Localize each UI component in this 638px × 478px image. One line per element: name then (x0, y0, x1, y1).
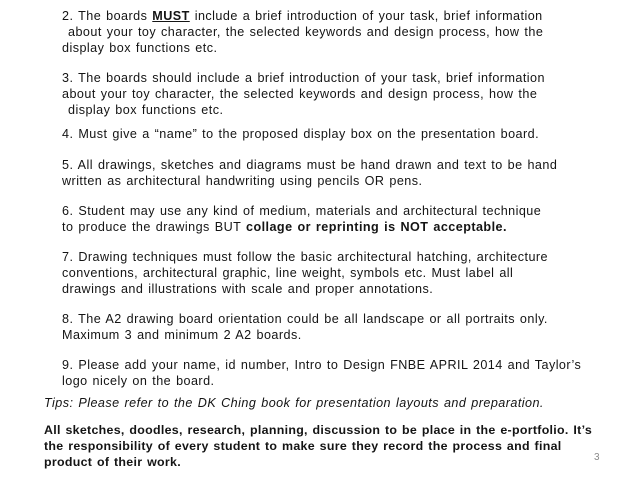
item-2-line-2: about your toy character, the selected keywords and design process, how the (68, 25, 544, 39)
footer-line-2: the responsibility of every student to make sure they record the process and final (44, 439, 562, 453)
item-5-line-2: written as architectural handwriting using pencils OR pens. (62, 174, 423, 188)
item-6-line-1: 6. Student may use any kind of medium, materials and architectural technique (62, 204, 542, 218)
item-9-line-2: logo nicely on the board. (62, 374, 215, 388)
item-7-line-1: 7. Drawing techniques must follow the basic architectural hatching, architecture (62, 250, 549, 264)
item-2-lead: 2. The boards (62, 9, 153, 23)
item-3-line-3: display box functions etc. (68, 103, 224, 117)
item-7-line-3: drawings and illustrations with scale and proper annotations. (62, 282, 434, 296)
item-3-line-2: about your toy character, the selected keywords and design process, how the (62, 87, 538, 101)
item-6-lead: to produce the drawings BUT (62, 220, 246, 234)
item-6-line-2 (62, 219, 507, 235)
item-2-rest: include a brief introduction of your task, brief information (189, 9, 543, 23)
footer-line-1: All sketches, doodles, research, planning, discussion to be place in the e-portfolio. It’s (44, 423, 593, 437)
item-9-line-1: 9. Please add your name, id number, Intro to Design FNBE APRIL 2014 and Taylor’s (62, 358, 582, 372)
item-4-line-1: 4. Must give a “name” to the proposed display box on the presentation board. (62, 127, 540, 141)
item-2-line-3: display box functions etc. (62, 41, 218, 55)
page-number: 3 (594, 452, 600, 463)
tips-line: Tips: Please refer to the DK Ching book for presentation layouts and preparation. (44, 396, 544, 410)
item-3-line-1: 3. The boards should include a brief introduction of your task, brief information (62, 71, 545, 85)
footer-line-3: product of their work. (44, 455, 181, 469)
item-5-line-1: 5. All drawings, sketches and diagrams must be hand drawn and text to be hand (62, 158, 558, 172)
must-emphasis: MUST (152, 9, 190, 23)
item-7-line-2: conventions, architectural graphic, line weight, symbols etc. Must label all (62, 266, 514, 280)
item-8-line-2: Maximum 3 and minimum 2 A2 boards. (62, 328, 302, 342)
item-8-line-1: 8. The A2 drawing board orientation could be all landscape or all portraits only. (62, 312, 548, 326)
collage-warning: collage or reprinting is NOT acceptable. (245, 220, 507, 234)
item-2-line-1 (62, 8, 543, 24)
